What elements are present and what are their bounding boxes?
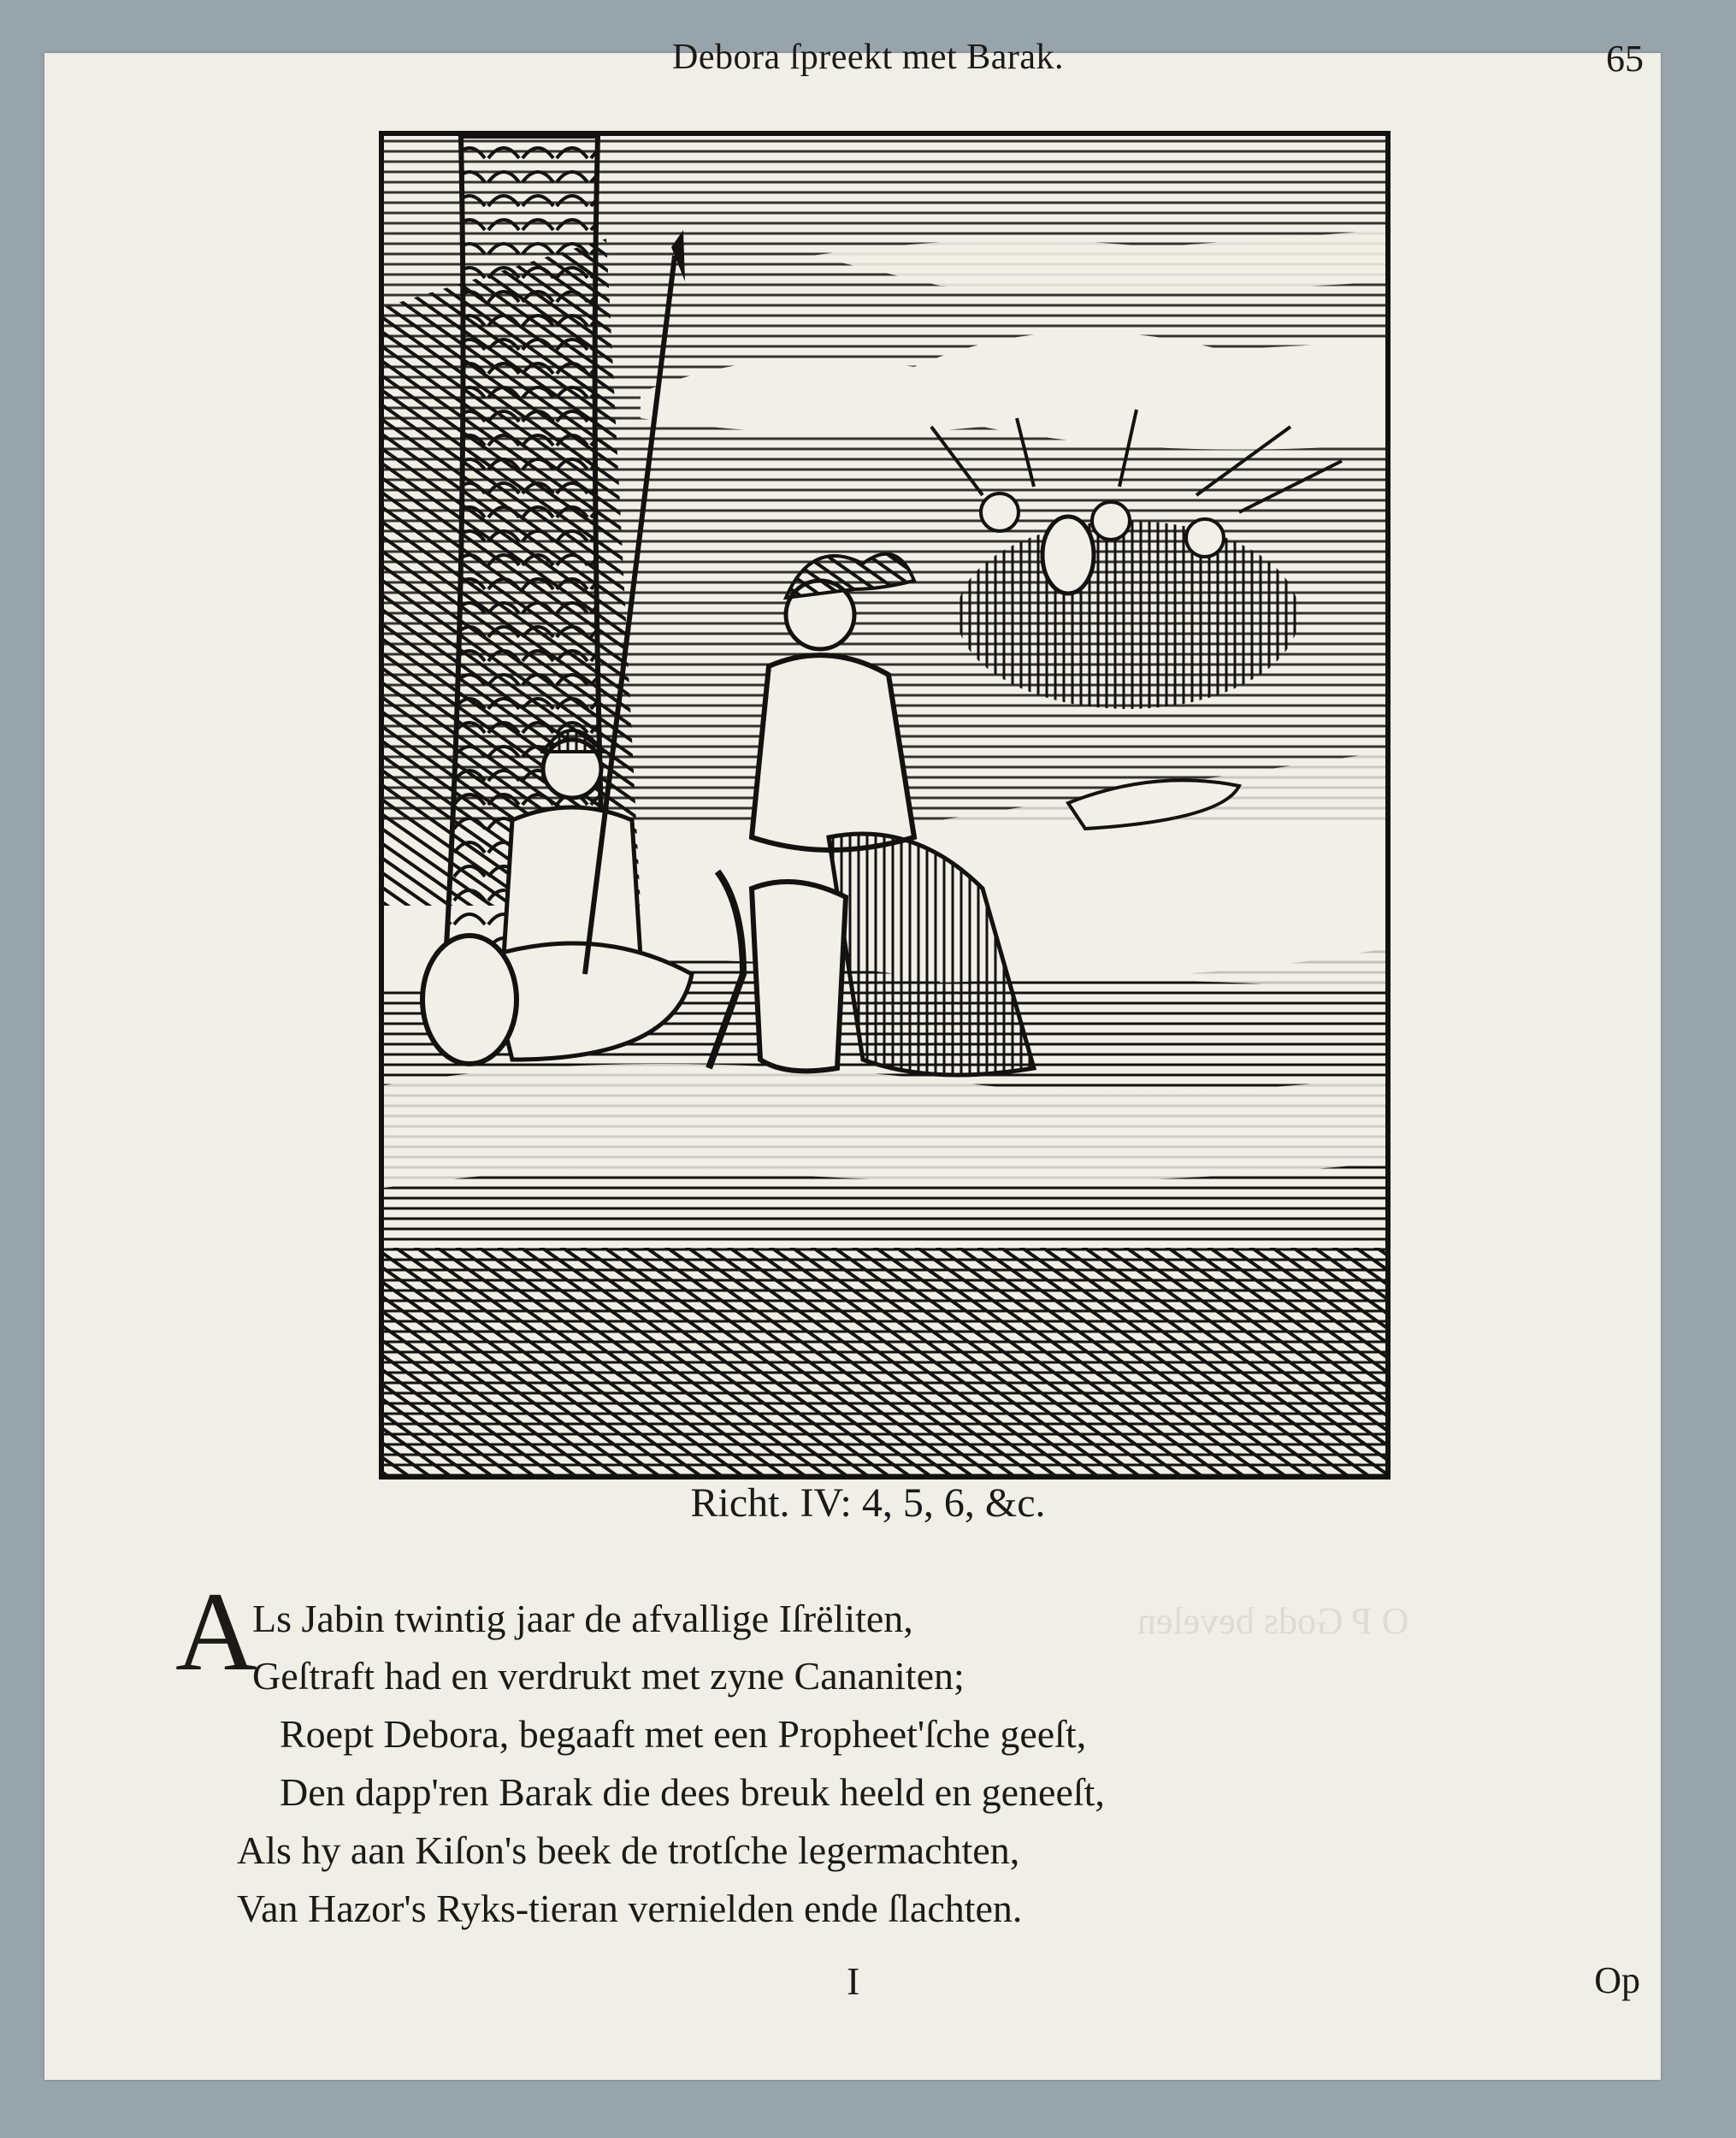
poem-line: Roept Debora, begaaft met een Propheet'ſche geeſt, (280, 1712, 1087, 1756)
poem-line: Als hy aan Kiſon's beek de trotſche legermachten, (237, 1828, 1020, 1872)
woodcut-image (384, 136, 1385, 1474)
signature-mark: I (847, 1959, 860, 2003)
foreground-earth (384, 1248, 1385, 1474)
poem-line: Geſtraft had en verdrukt met zyne Cananiten; (252, 1654, 965, 1698)
poem-line: Van Hazor's Ryks-tieran vernielden ende ſlachten. (237, 1887, 1023, 1930)
scripture-reference: Richt. IV: 4, 5, 6, &c. (690, 1480, 1046, 1526)
catchword: Op (1594, 1959, 1640, 2001)
page-header (0, 37, 1736, 88)
poem-line: Ls Jabin twintig jaar de afvallige Iſrëliten, (252, 1597, 913, 1640)
drop-cap: A (175, 1568, 257, 1694)
show-through: O P Gods bevelen (1137, 1600, 1409, 1642)
poem-line: Den dapp'ren Barak die dees breuk heeld en geneeſt, (280, 1770, 1105, 1814)
woodcut-illustration (379, 131, 1391, 1479)
running-title: Debora ſpreekt met Barak. (672, 38, 1064, 77)
page-number: 65 (1606, 38, 1644, 80)
